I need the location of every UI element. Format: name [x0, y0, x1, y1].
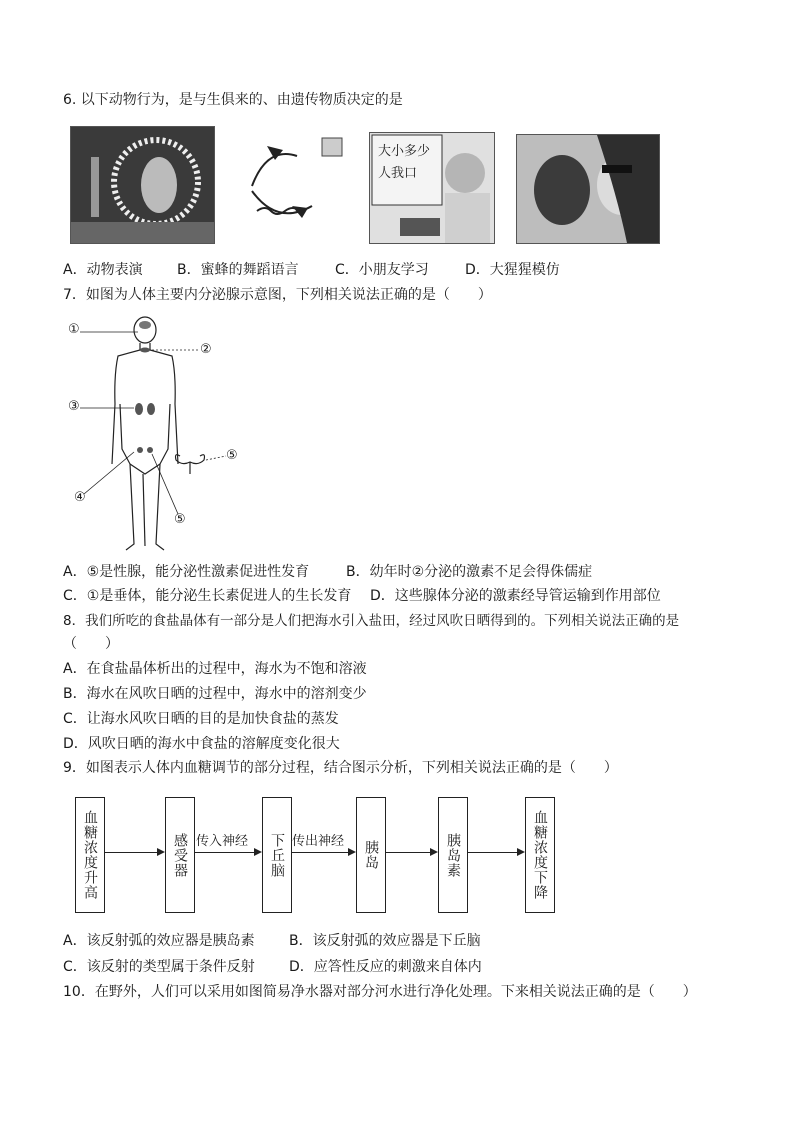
- q9-option-d[interactable]: D．应答性反应的刺激来自体内: [289, 959, 482, 975]
- q6-option-b[interactable]: B．蜜蜂的舞蹈语言: [177, 262, 299, 278]
- q6-option-a[interactable]: A．动物表演: [63, 262, 143, 278]
- box-pancreatic-islet: 胰岛: [356, 797, 386, 913]
- photo-child-learning: [369, 132, 495, 244]
- q6-stem: 6. 以下动物行为，是与生俱来的、由遗传物质决定的是: [63, 92, 403, 108]
- q8-option-d[interactable]: D．风吹日晒的海水中食盐的溶解度变化很大: [63, 736, 340, 752]
- photo-bee-dance: [237, 126, 347, 242]
- label-5: ⑤: [174, 512, 186, 527]
- q7-options-row1: [63, 562, 763, 582]
- photo-gorilla-imitation: [516, 134, 660, 244]
- q6-option-d[interactable]: D．大猩猩模仿: [465, 262, 560, 278]
- q7-option-a[interactable]: A．⑤是性腺，能分泌性激素促进性发育: [63, 564, 310, 580]
- q7-stem: 7．如图为人体主要内分泌腺示意图，下列相关说法正确的是（ ）: [63, 287, 492, 303]
- q8-option-b[interactable]: B．海水在风吹日晒的过程中，海水中的溶剂变少: [63, 686, 367, 702]
- q9-option-b[interactable]: B．该反射弧的效应器是下丘脑: [289, 933, 481, 949]
- photo-animal-performance: [70, 126, 215, 244]
- q8-option-c[interactable]: C．让海水风吹日晒的目的是加快食盐的蒸发: [63, 711, 339, 727]
- label-3: ③: [68, 399, 80, 414]
- q7-option-c[interactable]: C．①是垂体，能分泌生长素促进人的生长发育: [63, 588, 352, 604]
- endocrine-gland-diagram: [68, 314, 248, 554]
- q9-stem: 9．如图表示人体内血糖调节的部分过程，结合图示分析，下列相关说法正确的是（ ）: [63, 760, 618, 776]
- q8-stem-paren: （ ）: [63, 636, 119, 652]
- label-5-detail: ⑤: [226, 448, 238, 463]
- box-insulin: 胰岛素: [438, 797, 468, 913]
- box-hypothalamus: 下丘脑: [262, 797, 292, 913]
- svg-text:大小多少: 大小多少: [378, 144, 431, 159]
- q9-option-a[interactable]: A．该反射弧的效应器是胰岛素: [63, 933, 255, 949]
- arrow-3: [292, 852, 354, 853]
- arrow-2: [195, 852, 260, 853]
- q6-option-c[interactable]: C．小朋友学习: [335, 262, 429, 278]
- q8-option-a[interactable]: A．在食盐晶体析出的过程中，海水为不饱和溶液: [63, 661, 367, 677]
- q10-stem: 10．在野外，人们可以采用如图简易净水器对部分河水进行净化处理。下来相关说法正确的是（ ）: [63, 984, 697, 1000]
- label-2: ②: [200, 342, 212, 357]
- q7-options-row2: [63, 586, 763, 606]
- q7-option-d[interactable]: D．这些腺体分泌的激素经导管运输到作用部位: [370, 588, 661, 604]
- q7-option-b[interactable]: B．幼年时②分泌的激素不足会得侏儒症: [346, 564, 593, 580]
- q9-options-row2: [63, 957, 763, 977]
- box-blood-sugar-rise: 血糖浓度升高: [75, 797, 105, 913]
- arrow-4: [386, 852, 436, 853]
- q9-options-row1: [63, 931, 763, 951]
- label-1: ①: [68, 322, 80, 337]
- box-blood-sugar-fall: 血糖浓度下降: [525, 797, 555, 913]
- label-4: ④: [74, 490, 86, 505]
- svg-text:人我口: 人我口: [378, 166, 418, 181]
- box-receptor: 感受器: [165, 797, 195, 913]
- q8-stem: 8．我们所吃的食盐晶体有一部分是人们把海水引入盐田，经过风吹日晒得到的。下列相关说法正确的是: [63, 613, 680, 629]
- label-efferent-nerve: 传出神经: [292, 834, 345, 849]
- arrow-5: [468, 852, 523, 853]
- label-afferent-nerve: 传入神经: [196, 834, 249, 849]
- arrow-1: [105, 852, 163, 853]
- q9-option-c[interactable]: C．该反射的类型属于条件反射: [63, 959, 255, 975]
- q6-options: [63, 260, 663, 280]
